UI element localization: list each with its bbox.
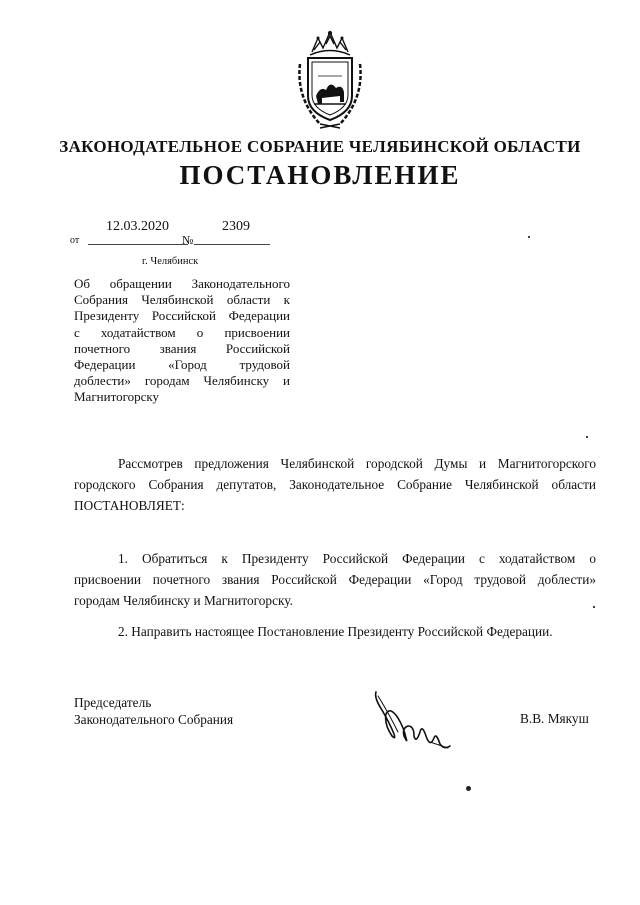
subject-line: доблести» городам Челябинску и <box>74 373 290 389</box>
coat-of-arms-icon <box>290 28 370 132</box>
paragraph-line: ПОСТАНОВЛЯЕТ: <box>74 498 185 513</box>
organization-title: ЗАКОНОДАТЕЛЬНОЕ СОБРАНИЕ ЧЕЛЯБИНСКОЙ ОБЛАСТИ <box>59 137 581 156</box>
paragraph-line: городского Собрания депутатов, Законодательное Собрание Челябинской области <box>74 477 596 492</box>
scan-speck <box>528 236 530 238</box>
date-underline <box>88 244 188 245</box>
resolution-item-1 <box>74 548 596 611</box>
scan-speck <box>586 436 588 438</box>
subject-line: почетного звания Российской <box>74 340 290 356</box>
resolution-item-2: 2. Направить настоящее Постановление Президенту Российской Федерации. <box>118 624 553 639</box>
subject-line: с ходатайством о присвоении <box>74 324 290 340</box>
document-date: 12.03.2020 <box>106 219 169 234</box>
paragraph-line: присвоении почетного звания Российской Федерации «Город трудовой доблести» <box>74 572 596 587</box>
number-prefix: № <box>182 233 194 247</box>
document-type-heading: ПОСТАНОВЛЕНИЕ <box>179 160 461 190</box>
handwritten-signature <box>368 688 452 754</box>
number-underline <box>194 244 270 245</box>
paragraph-line: городам Челябинску и Магнитогорску. <box>74 593 293 608</box>
document-subject <box>74 276 290 406</box>
document-meta <box>70 219 290 249</box>
signatory-role-line: Председатель <box>74 695 152 710</box>
date-prefix: от <box>70 235 80 246</box>
paragraph-line: Рассмотрев предложения Челябинской городской Думы и Магнитогорского <box>118 456 596 471</box>
city-label: г. Челябинск <box>142 256 199 267</box>
subject-line: Федерации «Город трудовой <box>74 357 290 373</box>
signatory-name: В.В. Мякуш <box>520 711 589 726</box>
subject-line: Собрания Челябинской области к <box>74 292 290 308</box>
scan-speck <box>593 606 595 608</box>
subject-line: Президенту Российской Федерации <box>74 308 290 324</box>
subject-line: Магнитогорску <box>74 389 159 405</box>
signatory-role-line: Законодательного Собрания <box>74 712 234 727</box>
signatory-title <box>74 694 233 728</box>
subject-line: Об обращении Законодательного <box>74 276 290 291</box>
paragraph-line: 1. Обратиться к Президенту Российской Федерации с ходатайством о <box>118 551 596 566</box>
document-number: 2309 <box>222 219 250 234</box>
scan-speck <box>466 786 471 791</box>
preamble-paragraph <box>74 453 596 516</box>
